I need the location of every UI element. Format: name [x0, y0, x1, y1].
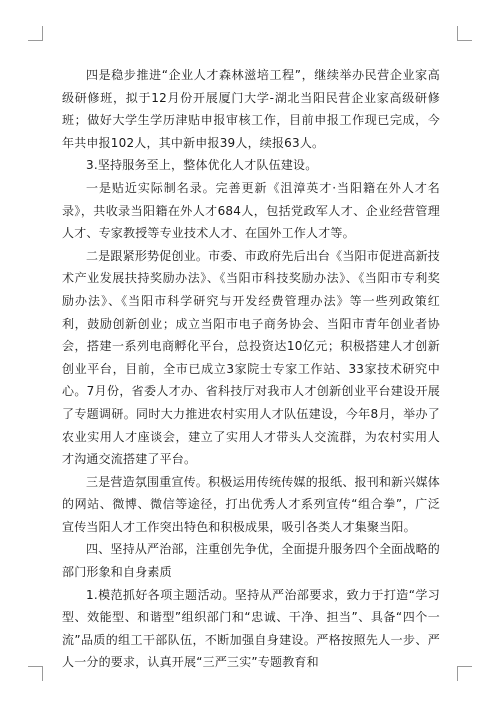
paragraph-publicity: 三是营造氛围重宣传。积极运用传统传媒的报纸、报刊和新兴媒体的网站、微博、微信等途径，打出优秀人才系列宣传“组合拳”，广泛宣传当阳人才工作突出特色和积极成果，吸引各类人才集聚当阳。	[62, 474, 440, 534]
crop-mark-top-left	[28, 26, 43, 41]
paragraph-theme-activities: 1.模范抓好各项主题活动。坚持从严治部要求，致力于打造“学习型、效能型、和谐型”组织部门和“忠诚、干净、担当”、具备“四个一流”品质的组工干部队伍，不断加强自身建设。严格按照先人一步、严人一分的要求，认真开展“三严三实”专题教育和	[62, 587, 440, 670]
paragraph-entrepreneurship: 二是跟紧形势促创业。市委、市政府先后出台《当阳市促进高新技术产业发展扶持奖励办法》、《当阳市科技奖励办法》、《当阳市专利奖励办法》、《当阳市科学研究与开发经费管理办法》等一些列政策红利，鼓励创新创业；成立当阳市电子商务协会、当阳市青年创业者协会，搭建一系列电商孵化平台，总投资达10亿元；积极搭建人才创新创业平台，目前，全市已成立3家院士专家工作站、33家技术研究中心。7月份，省委人才办、省科技厅对我市人才创新创业平台建设开展了专题调研。同时大力推进农村实用人才队伍建设，今年8月，举办了农业实用人才座谈会，建立了实用人才带头人交流群，为农村实用人才沟通交流搭建了平台。	[62, 248, 440, 467]
crop-mark-top-right	[457, 26, 472, 41]
crop-mark-bottom-left	[28, 666, 43, 681]
paragraph-section-four-heading: 四、坚持从严治部，注重创先争优，全面提升服务四个全面战略的部门形象和自身素质	[62, 542, 440, 580]
paragraph-service-heading: 3.坚持服务至上，整体优化人才队伍建设。	[86, 158, 318, 173]
paragraph-talent-directory: 一是贴近实际制名录。完善更新《沮漳英才·当阳籍在外人才名录》，共收录当阳籍在外人才684人，包括党政军人才、企业经营管理人才、专家教授等专业技术人才、在国外工作人才等。	[62, 180, 440, 241]
crop-mark-bottom-right	[457, 666, 472, 681]
paragraph-enterprise-talent: 四是稳步推进“企业人才森林滋培工程”，继续举办民营企业家高级研修班，拟于12月份开展厦门大学-湖北当阳民营企业家高级研修班；做好大学生学历津贴申报审核工作，目前申报工作现已完成，今年共申报102人，其中新申报39人，续报63人。	[62, 68, 440, 150]
document-page	[62, 64, 440, 674]
